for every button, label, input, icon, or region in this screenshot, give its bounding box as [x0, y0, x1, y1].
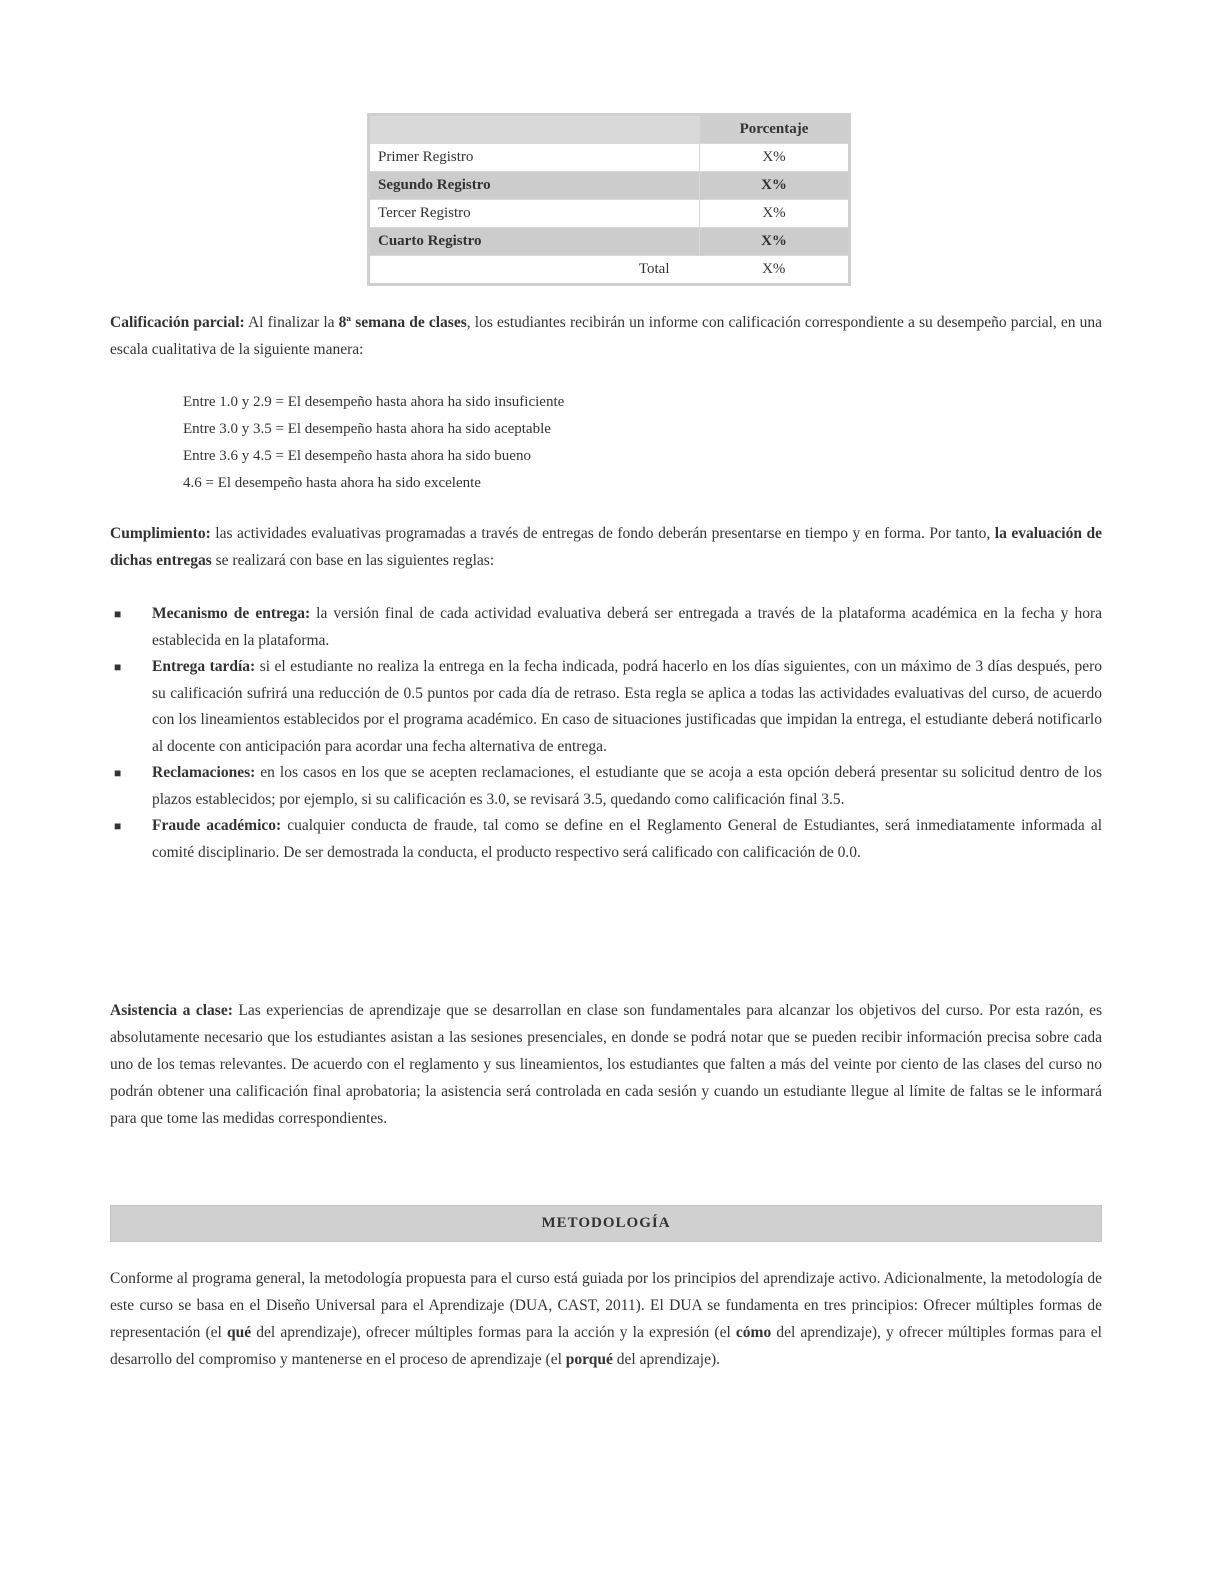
- rule-text: la versión final de cada actividad evaluativa deberá ser entregada a través de la plataforma académica en la fecha y hora establecida en la plataforma.: [152, 605, 1102, 649]
- row-label: Primer Registro: [369, 144, 700, 172]
- table-row: [369, 144, 850, 172]
- row-value: X%: [700, 228, 850, 256]
- rule-title: Reclamaciones:: [152, 764, 256, 781]
- scale-line: Entre 3.6 y 4.5 = El desempeño hasta ahora ha sido bueno: [183, 448, 531, 464]
- scale-line: Entre 3.0 y 3.5 = El desempeño hasta ahora ha sido aceptable: [183, 421, 551, 437]
- total-value: X%: [762, 261, 786, 277]
- list-item: [110, 760, 1102, 813]
- rule-title: Mecanismo de entrega:: [152, 605, 311, 622]
- row-value: X%: [700, 172, 850, 200]
- partial-text-2: , los estudiantes recibirán un informe con calificación correspondiente a su desempeño parcial, en una escala cualitativa de la siguiente manera:: [110, 314, 1103, 358]
- scale-line: 4.6 = El desempeño hasta ahora ha sido excelente: [183, 475, 481, 491]
- methodology-emphasis-3: porqué: [565, 1351, 613, 1368]
- row-label: Segundo Registro: [369, 172, 700, 200]
- methodology-text-3: del aprendizaje), y ofrecer múltiples formas para el desarrollo del compromiso y mantenerse en el proceso de aprendizaje (el: [110, 1324, 1102, 1368]
- attendance-text: Las experiencias de aprendizaje que se desarrollan en clase son fundamentales para alcanzar los objetivos del curso. Por esta razón, es absolutamente necesario que los estudiantes asistan a las sesiones presenciales, en donde se podrá notar que se pueden recibir información precisa sobre cada uno de los temas relevantes. De acuerdo con el reglamento y sus lineamientos, los estudiantes que falten a más del veinte por ciento de las clases del curso no podrán obtener una calificación final aprobatoria; la asistencia será controlada en cada sesión y cuando un estudiante llegue al límite de faltas se le informará para que tome las medidas correspondientes.: [110, 1002, 1103, 1127]
- row-label: Cuarto Registro: [369, 228, 700, 256]
- methodology-text-2: del aprendizaje), ofrecer múltiples formas para la acción y la expresión (el: [251, 1324, 736, 1341]
- list-item: [110, 601, 1102, 654]
- table-row: [369, 172, 850, 200]
- table-header-blank: [369, 115, 700, 144]
- table-header-row: [369, 115, 850, 144]
- rule-title: Entrega tardía:: [152, 658, 256, 675]
- table-row: [369, 200, 850, 228]
- compliance-emphasis: la evaluación de dichas entregas: [110, 525, 1102, 569]
- rule-title: Fraude académico:: [152, 817, 282, 834]
- compliance-text-1: las actividades evaluativas programadas a través de entregas de fondo deberán presentarse en tiempo y en forma. Por tanto,: [210, 525, 995, 542]
- bullet-icon: ■: [114, 607, 122, 621]
- table-total-row: [369, 256, 850, 285]
- compliance-text-2: se realizará con base en las siguientes reglas:: [211, 552, 495, 569]
- row-value: X%: [700, 144, 850, 172]
- scale-line: Entre 1.0 y 2.9 = El desempeño hasta ahora ha sido insuficiente: [183, 394, 565, 410]
- partial-emphasis: 8ª semana de clases: [338, 314, 467, 331]
- partial-grade-title: Calificación parcial:: [110, 314, 245, 331]
- compliance-paragraph: [110, 520, 1102, 574]
- partial-grade-paragraph: [110, 309, 1102, 363]
- methodology-text-4: del aprendizaje).: [612, 1351, 721, 1368]
- list-item: [110, 813, 1102, 866]
- list-item: [110, 654, 1102, 760]
- partial-text-1: Al finalizar la: [244, 314, 339, 331]
- rules-list: [110, 601, 1102, 866]
- methodology-emphasis-1: qué: [227, 1324, 252, 1341]
- methodology-paragraph: [110, 1265, 1102, 1373]
- methodology-banner: METODOLOGÍA: [110, 1205, 1102, 1242]
- table-row: [369, 228, 850, 256]
- bullet-icon: ■: [114, 660, 122, 674]
- table-header-percentage: Porcentaje: [700, 115, 850, 144]
- rule-text: en los casos en los que se acepten reclamaciones, el estudiante que se acoja a esta opción deberá presentar su solicitud dentro de los plazos establecidos; por ejemplo, si su calificación es 3.0, se revisará 3.5, quedando como calificación final 3.5.: [152, 764, 1102, 808]
- attendance-paragraph: [110, 997, 1102, 1132]
- rule-text: cualquier conducta de fraude, tal como se define en el Reglamento General de Estudiantes, será inmediatamente informada al comité disciplinario. De ser demostrada la conducta, el producto respectivo será calificado con calificación de 0.0.: [152, 817, 1103, 861]
- rule-text: si el estudiante no realiza la entrega en la fecha indicada, podrá hacerlo en los días siguientes, con un máximo de 3 días después, pero su calificación sufrirá una reducción de 0.5 puntos por cada día de retraso. Esta regla se aplica a todas las actividades evaluativas del curso, de acuerdo con los lineamientos establecidos por el programa académico. En caso de situaciones justificadas que impidan la entrega, el estudiante deberá notificarlo al docente con anticipación para acordar una fecha alternativa de entrega.: [152, 658, 1102, 755]
- total-label: Total: [638, 261, 670, 277]
- methodology-emphasis-2: cómo: [735, 1324, 772, 1341]
- bullet-icon: ■: [114, 819, 122, 833]
- bullet-icon: ■: [114, 766, 122, 780]
- row-value: X%: [700, 200, 850, 228]
- compliance-title: Cumplimiento:: [110, 525, 211, 542]
- row-label: Tercer Registro: [369, 200, 700, 228]
- attendance-title: Asistencia a clase:: [110, 1002, 233, 1019]
- grade-weight-table: [367, 113, 851, 286]
- methodology-text-1: Conforme al programa general, la metodología propuesta para el curso está guiada por los principios del aprendizaje activo. Adicionalmente, la metodología de este curso se basa en el Diseño Universal para el Aprendizaje (DUA, CAST, 2011). El DUA se fundamenta en tres principios: Ofrecer múltiples formas de representación (el: [110, 1270, 1102, 1341]
